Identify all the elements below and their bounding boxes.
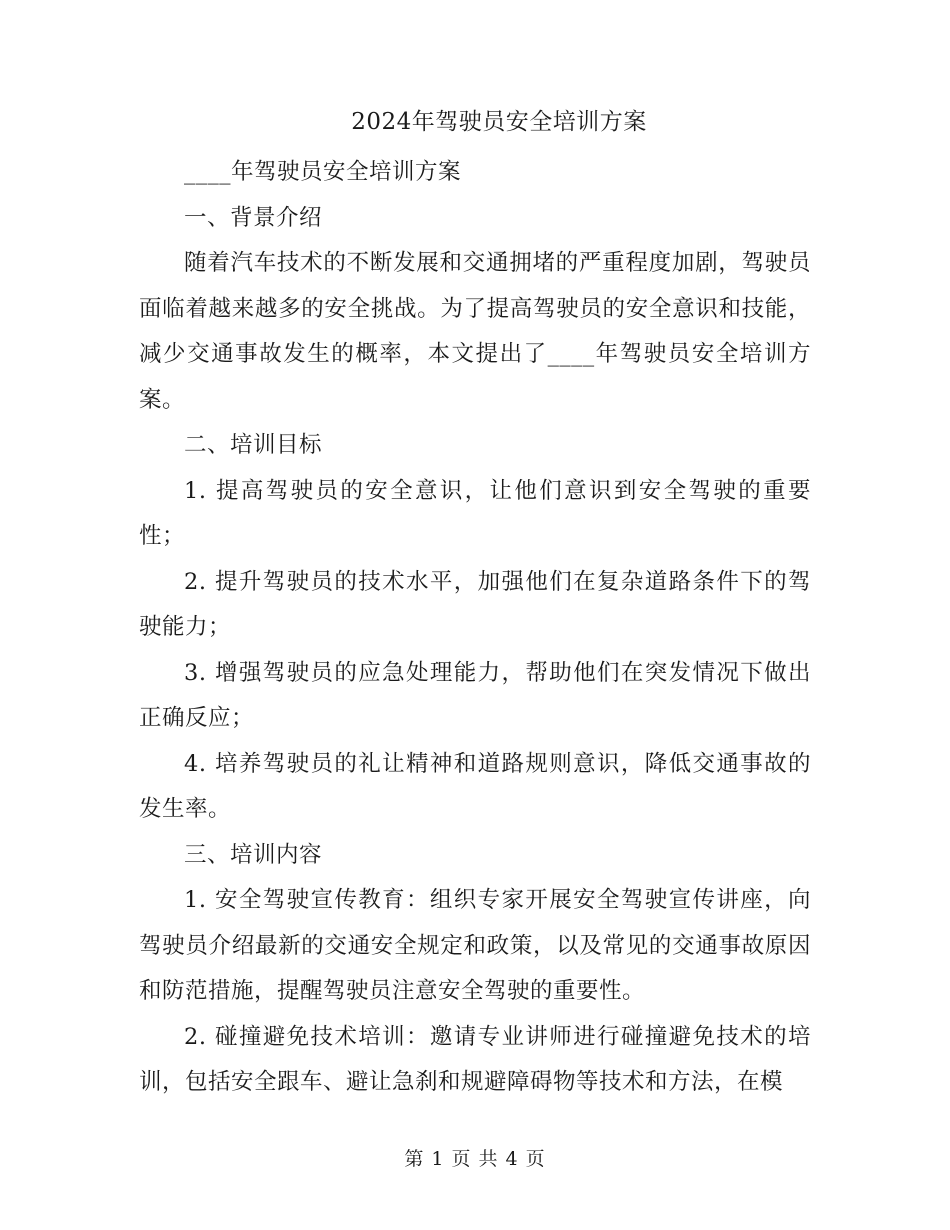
goal-item-1: 1. 提高驾驶员的安全意识，让他们意识到安全驾驶的重要性； [139,477,811,549]
goal-item-3: 3. 增强驾驶员的应急处理能力，帮助他们在突发情况下做出正确反应； [139,659,811,731]
goal-item-2: 2. 提升驾驶员的技术水平，加强他们在复杂道路条件下的驾驶能力； [139,568,811,640]
content-item-2: 2. 碰撞避免技术培训：邀请专业讲师进行碰撞避免技术的培训，包括安全跟车、避让急刹和规避障碍物等技术和方法，在模 [139,1023,811,1095]
content-item-1: 1. 安全驾驶宣传教育：组织专家开展安全驾驶宣传讲座，向驾驶员介绍最新的交通安全规定和政策，以及常见的交通事故原因和防范措施，提醒驾驶员注意安全驾驶的重要性。 [139,887,811,1004]
section-heading-content: 三、培训内容 [184,841,323,868]
page-footer: 第 1 页 共 4 页 [404,1148,546,1170]
document-body [139,150,811,1106]
background-paragraph: 随着汽车技术的不断发展和交通拥堵的严重程度加剧，驾驶员面临着越来越多的安全挑战。为了提高驾驶员的安全意识和技能，减少交通事故发生的概率，本文提出了____年驾驶员安全培训方案。 [139,250,811,413]
section-heading-goals: 二、培训目标 [184,432,323,458]
goal-item-4: 4. 培养驾驶员的礼让精神和道路规则意识，降低交通事故的发生率。 [139,750,811,822]
section-heading-background: 一、背景介绍 [184,204,323,231]
subtitle-paragraph: ____年驾驶员安全培训方案 [184,159,462,185]
document-title: 2024年驾驶员安全培训方案 [351,109,647,135]
